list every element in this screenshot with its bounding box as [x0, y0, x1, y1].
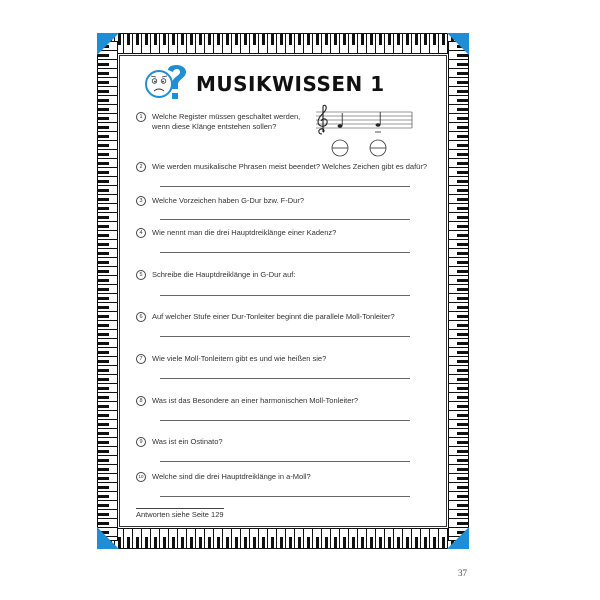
question-number: 5: [136, 270, 146, 280]
question-text: Was ist das Besondere an einer harmonischen Moll-Tonleiter?: [152, 396, 359, 405]
question-text: Wie viele Moll-Tonleitern gibt es und wie heißen sie?: [152, 354, 327, 363]
question-number: 3: [136, 196, 146, 206]
question-text: Welche Vorzeichen haben G-Dur bzw. F-Dur?: [152, 196, 305, 205]
answer-line-6[interactable]: [160, 336, 410, 337]
question-number: 4: [136, 228, 146, 238]
question-9: [136, 437, 223, 447]
question-number: 6: [136, 312, 146, 322]
keyboard-border-left: [97, 41, 118, 541]
question-number: 2: [136, 162, 146, 172]
question-mascot-icon: [142, 62, 190, 104]
question-text: Auf welcher Stufe einer Dur-Tonleiter beginnt die parallele Moll-Tonleiter?: [152, 312, 395, 321]
keyboard-border-bottom: [105, 528, 461, 549]
answers-reference: Antworten siehe Seite 129: [136, 510, 224, 519]
answer-line-10[interactable]: [160, 496, 410, 497]
question-2: [136, 162, 427, 172]
question-6: [136, 312, 395, 322]
question-text: Wie werden musikalische Phrasen meist beendet? Welches Zeichen gibt es dafür?: [152, 162, 428, 171]
answer-line-8[interactable]: [160, 420, 410, 421]
treble-clef-icon: [318, 105, 327, 134]
question-10: [136, 472, 311, 482]
question-number: 1: [136, 112, 146, 122]
question-7: [136, 354, 326, 364]
question-text: Welche Register müssen geschaltet werden, wenn diese Klänge entstehen sollen?: [152, 112, 301, 131]
music-notation: [314, 104, 414, 162]
question-number: 9: [136, 437, 146, 447]
question-text: Wie nennt man die drei Hauptdreiklänge einer Kadenz?: [152, 228, 337, 237]
keyboard-border-top: [105, 33, 461, 54]
page-title: MUSIKWISSEN 1: [196, 72, 385, 96]
question-number: 8: [136, 396, 146, 406]
page-number: 37: [458, 568, 467, 578]
question-1: [136, 112, 306, 132]
question-4: [136, 228, 336, 238]
question-text: Welche sind die drei Hauptdreiklänge in a-Moll?: [152, 472, 311, 481]
answer-line-5[interactable]: [160, 295, 410, 296]
answer-line-7[interactable]: [160, 378, 410, 379]
keyboard-border-right: [448, 41, 469, 541]
answer-line-9[interactable]: [160, 461, 410, 462]
answer-line-2[interactable]: [160, 186, 410, 187]
question-3: [136, 196, 304, 206]
question-5: [136, 270, 295, 280]
question-8: [136, 396, 358, 406]
question-number: 10: [136, 472, 146, 482]
question-text: Schreibe die Hauptdreiklänge in G-Dur auf:: [152, 270, 296, 279]
answer-line-3[interactable]: [160, 219, 410, 220]
question-number: 7: [136, 354, 146, 364]
question-text: Was ist ein Ostinato?: [152, 437, 223, 446]
answer-line-4[interactable]: [160, 252, 410, 253]
